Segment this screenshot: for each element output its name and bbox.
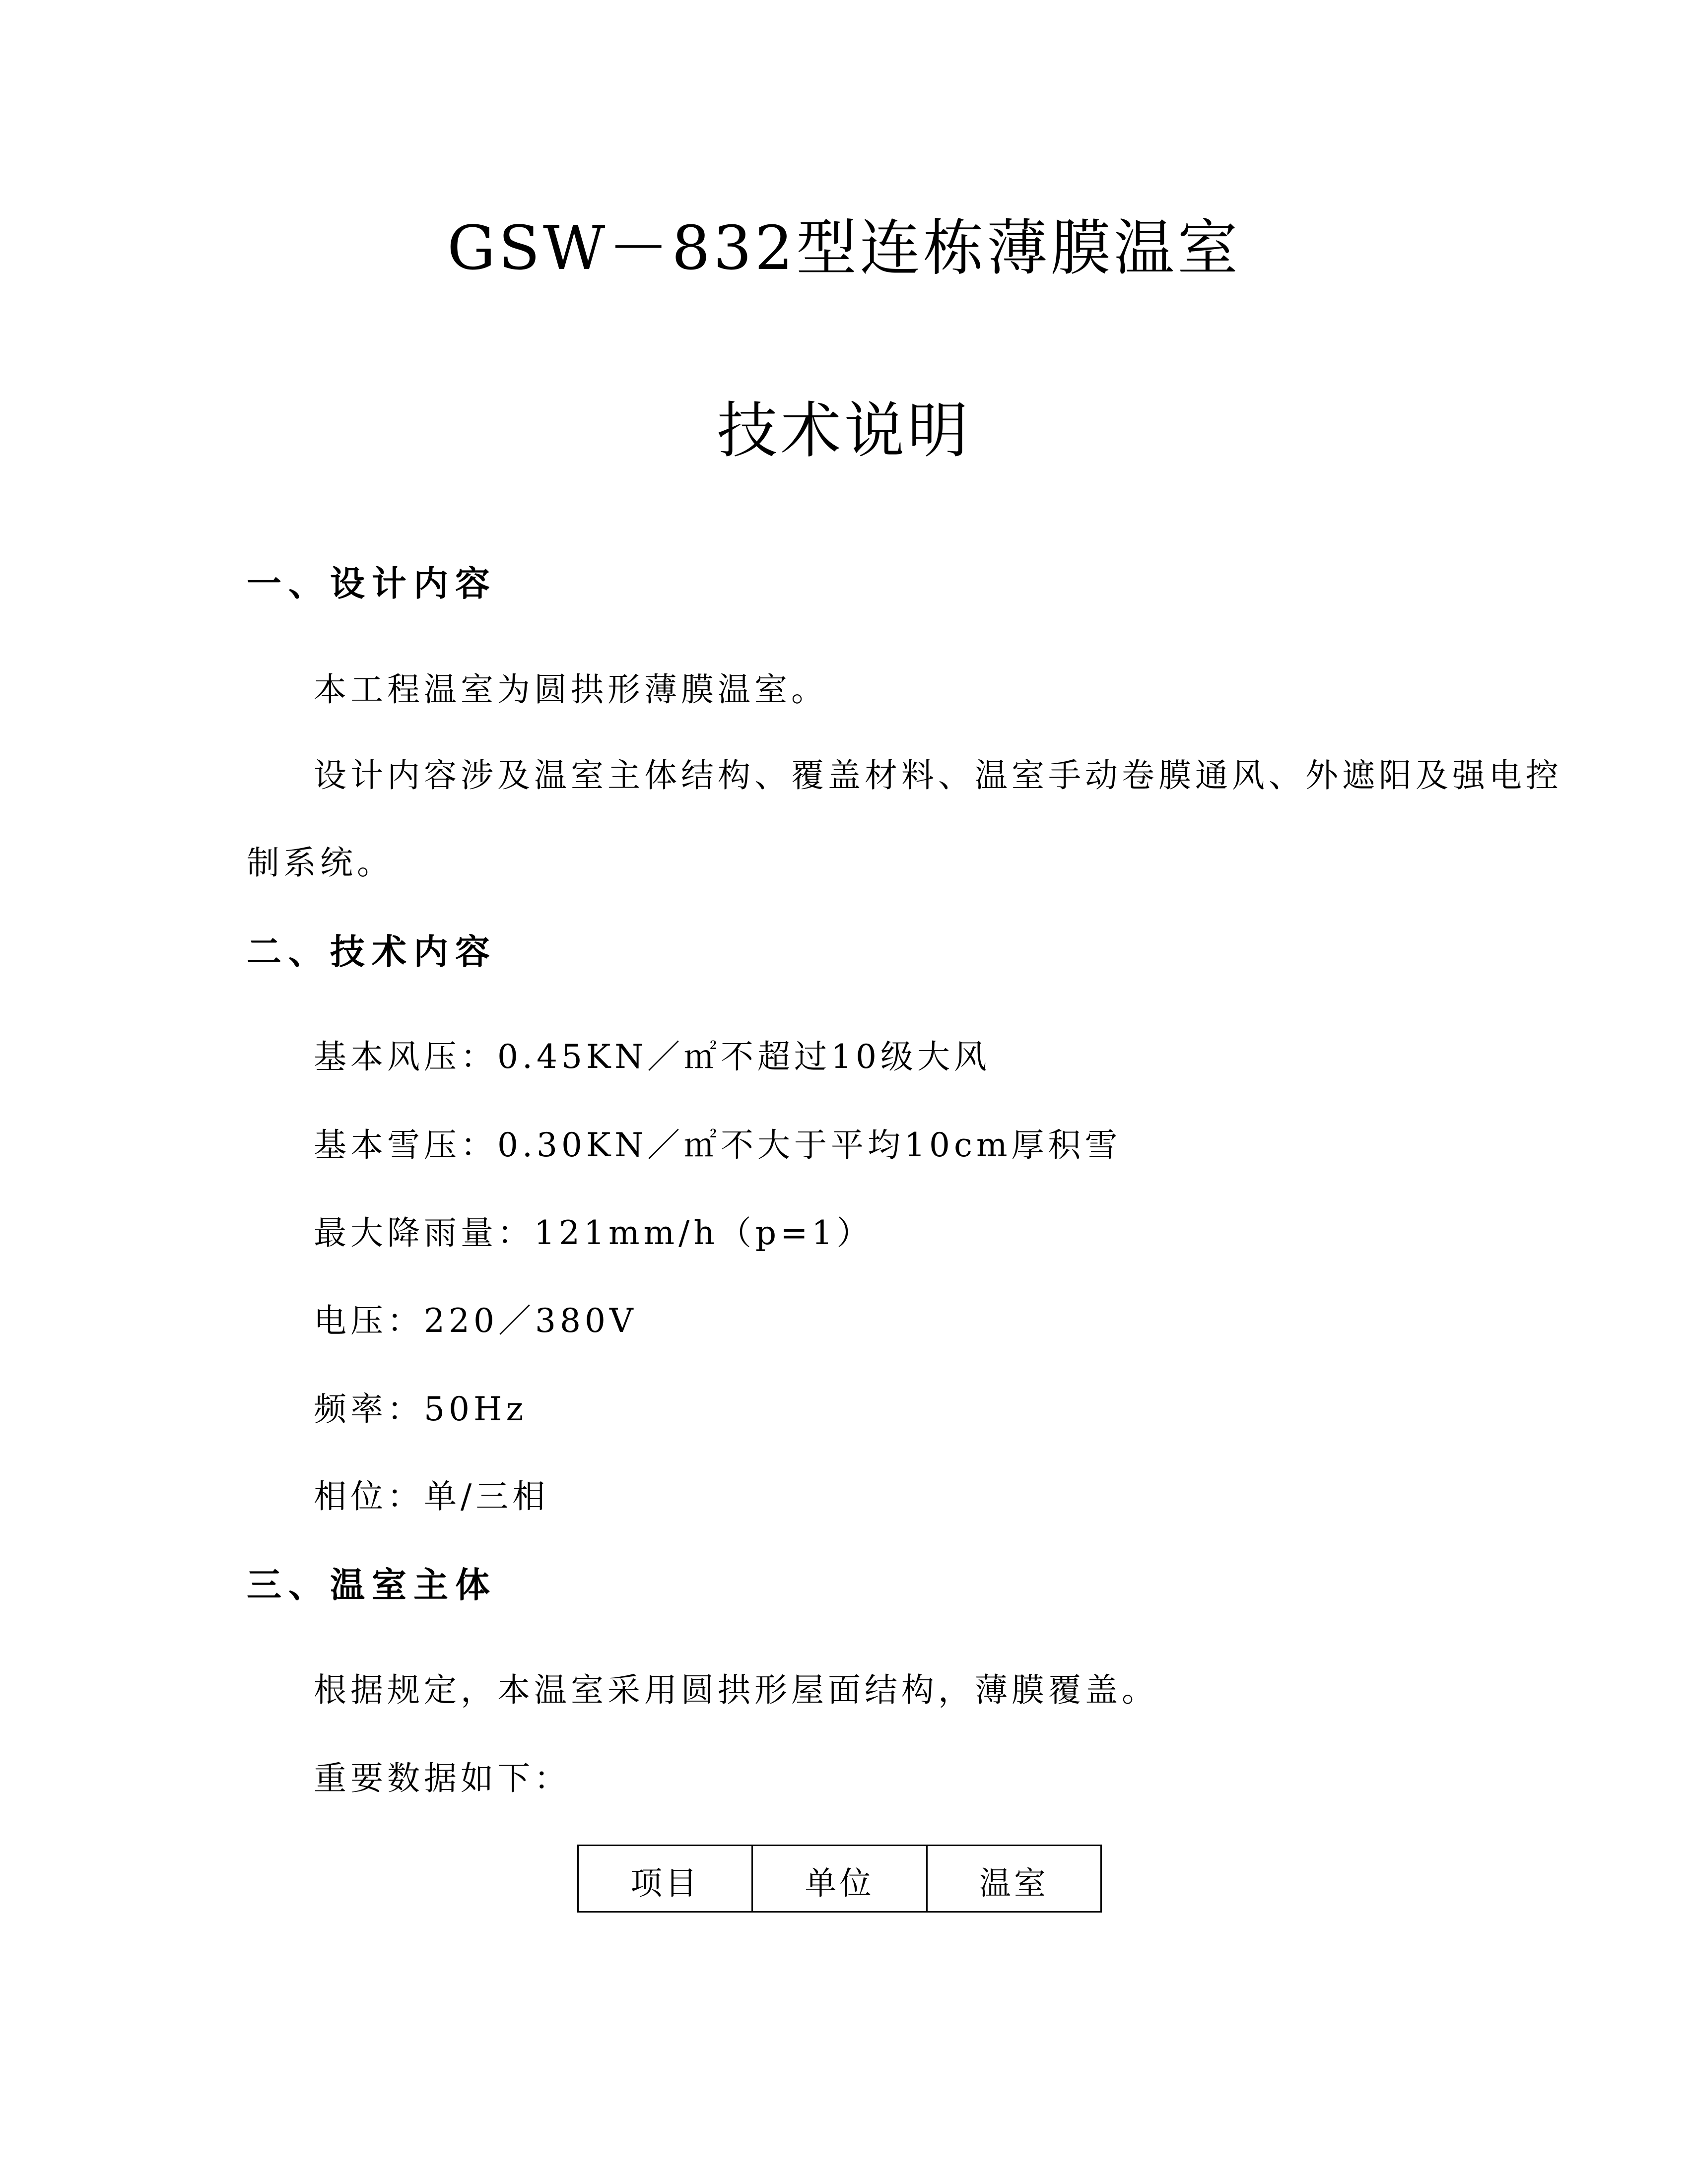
section-heading-design: 一、设计内容 bbox=[247, 563, 497, 604]
document-title: GSW－832型连栋薄膜温室 bbox=[447, 213, 1241, 283]
table-header-cell-item: 项目 bbox=[578, 1846, 752, 1912]
spec-max-rainfall: 最大降雨量：121mm/h（p=1） bbox=[314, 1214, 874, 1252]
paragraph: 设计内容涉及温室主体结构、覆盖材料、温室手动卷膜通风、外遮阳及强电控 bbox=[314, 756, 1562, 794]
table-header-row bbox=[578, 1846, 1101, 1912]
section-heading-technical: 二、技术内容 bbox=[247, 931, 497, 972]
spec-phase: 相位：单/三相 bbox=[314, 1477, 549, 1516]
spec-table bbox=[577, 1845, 1102, 1913]
spec-snow-pressure: 基本雪压：0.30KN／㎡不大于平均10cm厚积雪 bbox=[314, 1126, 1122, 1164]
spec-wind-pressure: 基本风压：0.45KN／㎡不超过10级大风 bbox=[314, 1038, 991, 1076]
spec-voltage: 电压：220／380V bbox=[314, 1302, 637, 1340]
paragraph: 根据规定，本温室采用圆拱形屋面结构，薄膜覆盖。 bbox=[314, 1671, 1158, 1709]
table-header-cell-greenhouse: 温室 bbox=[927, 1846, 1101, 1912]
paragraph: 重要数据如下： bbox=[314, 1759, 571, 1797]
table-header-cell-unit: 单位 bbox=[752, 1846, 927, 1912]
document-subtitle: 技术说明 bbox=[717, 396, 971, 466]
spec-frequency: 频率：50Hz bbox=[314, 1390, 528, 1428]
section-heading-greenhouse-body: 三、温室主体 bbox=[247, 1564, 497, 1605]
paragraph: 本工程温室为圆拱形薄膜温室。 bbox=[314, 670, 828, 709]
paragraph-continuation: 制系统。 bbox=[247, 844, 394, 882]
